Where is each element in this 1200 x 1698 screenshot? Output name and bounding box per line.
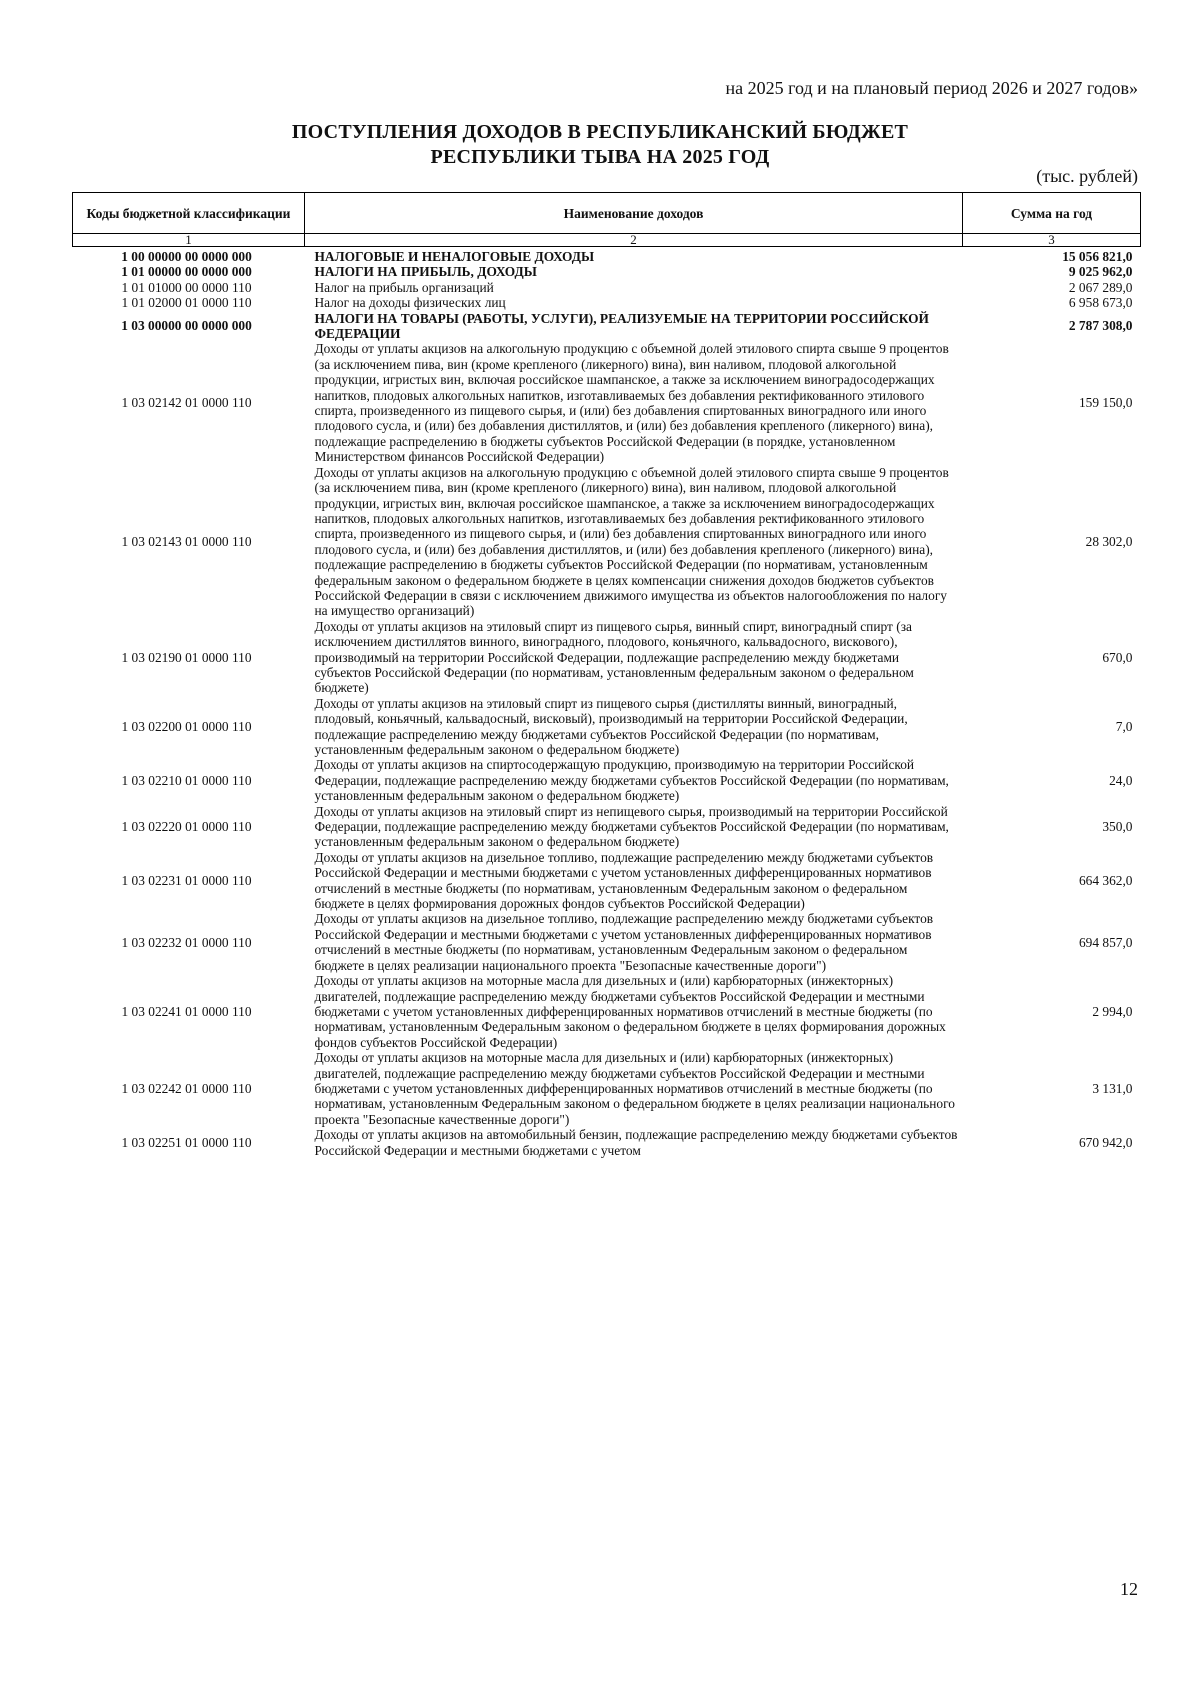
row-code: 1 03 02190 01 0000 110 (121, 649, 252, 665)
table-row (73, 465, 1141, 619)
row-sum: 2 787 308,0 (1068, 318, 1133, 334)
header-num-2: 2 (305, 234, 963, 247)
row-name: Доходы от уплаты акцизов на этиловый спирт из непищевого сырья, производимый на территории Российской Федерации, подлежащие распределению между бюджетами субъектов Российской Федерации (по нормативам, установленным федеральным законом о федеральном бюджете) (314, 803, 949, 850)
row-code: 1 03 02241 01 0000 110 (121, 1003, 252, 1019)
row-name: Доходы от уплаты акцизов на автомобильный бензин, подлежащие распределению между бюджетами субъектов Российской Федерации и местными бюджетами с учетом (314, 1127, 958, 1158)
row-code: 1 03 02232 01 0000 110 (121, 934, 252, 950)
row-name: Доходы от уплаты акцизов на моторные масла для дизельных и (или) карбюраторных (инжекторных) двигателей, подлежащие распределению между бюджетами субъектов Российской Федерации и местными бюджетами с учетом установленных дифференцированных нормативов отчислений в местные бюджеты (по нормативам, установленным Федеральным законом о федеральном бюджете в целях реализации национального проекта "Безопасные качественные дороги") (314, 1050, 955, 1127)
row-name: Доходы от уплаты акцизов на дизельное топливо, подлежащие распределению между бюджетами субъектов Российской Федерации и местными бюджетами с учетом установленных дифференцированных нормативов отчислений в местные бюджеты (по нормативам, установленным Федеральным законом о федеральном бюджете в целях реализации национального проекта "Безопасные качественные дороги") (314, 911, 934, 973)
table-row (73, 1050, 1141, 1127)
table-row (73, 619, 1141, 696)
row-sum: 28 302,0 (1085, 534, 1133, 550)
table-row (73, 757, 1141, 803)
title-line-2: РЕСПУБЛИКИ ТЫВА НА 2025 ГОД (430, 146, 770, 168)
row-code: 1 03 02251 01 0000 110 (121, 1134, 252, 1150)
row-sum: 350,0 (1102, 819, 1133, 835)
row-name: Доходы от уплаты акцизов на алкогольную продукцию с объемной долей этилового спирта свыше 9 процентов (за исключением пива, вин (кроме крепленого (ликерного) вина), вин наливом, плодовой алкогольной продукции, игристых вин, включая российское шампанское, а также за исключением виноградосодержащих напитков, плодовых алкогольных напитков, изготавливаемых без добавления ректификованного этилового спирта, произведенного из пищевого сырья, и (или) без добавления спиртованных виноградного или иного плодового сусла, и (или) без добавления дистиллятов, и (или) без добавления крепленого (ликерного) вина), подлежащие распределению в бюджеты субъектов Российской Федерации (по нормативам, установленным федеральным законом о федеральном бюджете в целях компенсации снижения доходов бюджетов субъектов Российской Федерации в связи с исключением движимого имущества из объектов налогообложения по налогу на имущество организаций) (314, 464, 949, 619)
table-body (73, 247, 1141, 1158)
header-sum: Сумма на год (963, 193, 1141, 234)
row-name: НАЛОГИ НА ТОВАРЫ (РАБОТЫ, УСЛУГИ), РЕАЛИЗУЕМЫЕ НА ТЕРРИТОРИИ РОССИЙСКОЙ ФЕДЕРАЦИИ (314, 310, 929, 342)
table-row (73, 295, 1141, 310)
row-sum: 24,0 (1109, 772, 1133, 788)
table-row (73, 911, 1141, 973)
table-row (73, 311, 1141, 342)
table-row (73, 804, 1141, 850)
row-code: 1 00 00000 00 0000 000 (121, 249, 252, 264)
row-name: Доходы от уплаты акцизов на этиловый спирт из пищевого сырья (дистилляты винный, виноградный, плодовый, коньячный, кальвадосный, висковый), производимый на территории Российской Федерации, подлежащие распределению между бюджетами субъектов Российской Федерации (по нормативам, установленным федеральным законом о федеральном бюджете) (314, 695, 908, 757)
row-code: 1 03 02143 01 0000 110 (121, 534, 252, 550)
row-code: 1 01 01000 00 0000 110 (121, 279, 252, 295)
table-row (73, 247, 1141, 265)
row-sum: 6 958 673,0 (1068, 295, 1133, 311)
row-sum: 3 131,0 (1092, 1080, 1133, 1096)
row-name: Доходы от уплаты акцизов на моторные масла для дизельных и (или) карбюраторных (инжекторных) двигателей, подлежащие распределению между бюджетами субъектов Российской Федерации и местными бюджетами с учетом установленных дифференцированных нормативов отчислений в местные бюджеты (по нормативам, установленным Федеральным законом о федеральном бюджете в целях формирования дорожных фондов субъектов Российской Федерации) (314, 973, 946, 1050)
header-note: на 2025 год и на плановый период 2026 и 2027 годов» (725, 78, 1138, 98)
table-row (73, 280, 1141, 295)
row-name: НАЛОГИ НА ПРИБЫЛЬ, ДОХОДЫ (314, 264, 537, 280)
table-row (73, 973, 1141, 1050)
row-code: 1 01 00000 00 0000 000 (121, 264, 252, 280)
header-code: Коды бюджетной классификации (73, 193, 305, 234)
row-sum: 664 362,0 (1078, 872, 1133, 888)
row-name: Налог на прибыль организаций (314, 279, 494, 295)
row-code: 1 01 02000 01 0000 110 (121, 295, 252, 311)
row-sum: 694 857,0 (1078, 934, 1133, 950)
row-code: 1 03 02220 01 0000 110 (121, 819, 252, 835)
row-code: 1 03 02242 01 0000 110 (121, 1080, 252, 1096)
page-number: 12 (1120, 1579, 1138, 1599)
header-num-3: 3 (963, 234, 1141, 247)
row-name: Доходы от уплаты акцизов на спиртосодержащую продукцию, производимую на территории Российской Федерации, подлежащие распределению между бюджетами субъектов Российской Федерации (по нормативам, установленным федеральным законом о федеральном бюджете) (314, 757, 949, 804)
table-row (73, 696, 1141, 758)
document-title (0, 120, 1200, 170)
revenue-table (72, 192, 1141, 1158)
row-sum: 2 067 289,0 (1068, 279, 1133, 295)
row-name: Налог на доходы физических лиц (314, 295, 506, 311)
row-name: Доходы от уплаты акцизов на дизельное топливо, подлежащие распределению между бюджетами субъектов Российской Федерации и местными бюджетами с учетом установленных дифференцированных нормативов отчислений в местные бюджеты (по нормативам, установленным Федеральным законом о федеральном бюджете в целях формирования дорожных фондов субъектов Российской Федерации) (314, 849, 934, 912)
title-line-1: ПОСТУПЛЕНИЯ ДОХОДОВ В РЕСПУБЛИКАНСКИЙ БЮДЖЕТ (291, 121, 909, 143)
row-sum: 2 994,0 (1092, 1003, 1133, 1019)
table-row (73, 264, 1141, 279)
table-row (73, 1127, 1141, 1158)
header-name: Наименование доходов (305, 193, 963, 234)
row-code: 1 03 02200 01 0000 110 (121, 718, 252, 734)
row-sum: 7,0 (1115, 718, 1133, 734)
row-sum: 159 150,0 (1078, 395, 1133, 411)
table-row (73, 341, 1141, 464)
row-sum: 670,0 (1102, 649, 1133, 665)
row-code: 1 03 00000 00 0000 000 (121, 318, 252, 334)
row-name: НАЛОГОВЫЕ И НЕНАЛОГОВЫЕ ДОХОДЫ (314, 249, 595, 264)
units-label: (тыс. рублей) (1036, 166, 1138, 186)
row-code: 1 03 02210 01 0000 110 (121, 772, 252, 788)
row-sum: 9 025 962,0 (1068, 264, 1133, 280)
row-name: Доходы от уплаты акцизов на этиловый спирт из пищевого сырья, винный спирт, виноградный спирт (за исключением дистиллятов винного, виноградного, плодового, коньячного, кальвадосного, вискового), производимый на территории Российской Федерации, подлежащие распределению между бюджетами субъектов Российской Федерации (по нормативам, установленным федеральным законом о федеральном бюджете) (314, 618, 914, 696)
table-row (73, 850, 1141, 912)
row-name: Доходы от уплаты акцизов на алкогольную продукцию с объемной долей этилового спирта свыше 9 процентов (за исключением пива, вин (кроме крепленого (ликерного) вина), вин наливом, плодовой алкогольной продукции, игристых вин, включая российское шампанское, а также за исключением виноградосодержащих напитков, плодовых алкогольных напитков, изготавливаемых без добавления ректификованного этилового спирта, произведенного из пищевого сырья, и (или) без добавления спиртованных виноградного или иного плодового сусла, и (или) без добавления дистиллятов, и (или) без добавления крепленого (ликерного) вина), подлежащие распределению в бюджеты субъектов Российской Федерации (в порядке, установленном Министерством финансов Российской Федерации) (314, 341, 949, 465)
row-sum: 670 942,0 (1078, 1134, 1133, 1150)
row-code: 1 03 02142 01 0000 110 (121, 395, 252, 411)
header-num-1: 1 (73, 234, 305, 247)
row-sum: 15 056 821,0 (1062, 249, 1133, 264)
row-code: 1 03 02231 01 0000 110 (121, 872, 252, 888)
